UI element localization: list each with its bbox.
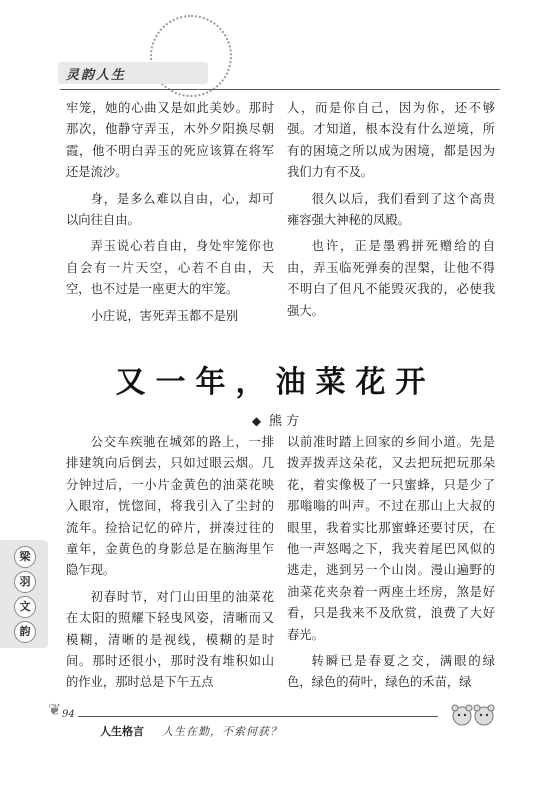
bears-icon <box>450 703 496 729</box>
header-rule <box>60 89 500 90</box>
paragraph: 很久以后，我们看到了这个高贵雍容强大神秘的凤殿。 <box>287 191 495 228</box>
side-tab-char: 梁 <box>14 546 36 568</box>
top-right-column <box>287 98 495 327</box>
footer-label: 人生格言 <box>100 725 144 738</box>
footer-rule <box>78 716 438 717</box>
paragraph: 小庄说，害死弄玉都不是别 <box>90 308 239 323</box>
maple-leaf-icon: ❦ <box>48 700 62 719</box>
decorative-dotted-circle <box>150 15 232 97</box>
side-section-tab <box>0 540 48 648</box>
paragraph: 弄玉说心若自由，身处牢笼你也自会有一片天空，心若不自由，天空，也不过是一座更大的牢笼。 <box>66 239 274 297</box>
paragraph: 公交车疾驰在城郊的路上，一排排建筑向后倒去，只如过眼云烟。几分钟过后，一小片金黄色的油菜花映入眼帘，恍惚间，将我引入了尘封的流年。捡拾记忆的碎片，拼凑过往的童年，金黄色的身影总是在脑海里乍隐乍现。 <box>66 435 274 578</box>
paragraph: 牢笼，她的心曲又是如此美妙。那时那次，他静守弄玉，木外夕阳换尽朝霞，他不明白弄玉的死应该算在将军还是流沙。 <box>66 101 274 180</box>
side-tab-char: 羽 <box>14 571 36 593</box>
page-number: 94 <box>62 709 75 720</box>
paragraph: 人，而是你自己，因为你，还不够强。才知道，根本没有什么逆境，所有的困境之所以成为困境，都是因为我们力有不及。 <box>287 101 495 180</box>
bottom-right-column <box>287 432 495 699</box>
footer-motto: 人生在勤，不索何获？ <box>162 725 282 738</box>
diamond-icon: ◆ <box>251 414 262 428</box>
author-line <box>0 410 551 429</box>
author-name: 熊 方 <box>269 414 300 429</box>
side-tab-char: 文 <box>14 596 36 618</box>
article-title: 又一年，油菜花开 <box>115 365 436 400</box>
side-tab-char: 韵 <box>14 621 36 643</box>
bottom-left-column <box>66 432 274 699</box>
paragraph: 以前准时踏上回家的乡间小道。先是拨弄拨弄这朵花，又去把玩把玩那朵花，着实像极了一只蜜蜂，只是少了那嗡嗡的叫声。不过在那山上大叔的眼里，我着实比那蜜蜂还要讨厌，在他一声怒喝之下，我夹着尾巴风似的逃走，逃到另一个山岗。漫山遍野的油菜花夹杂着一两座土坯房，煞是好看，只是我来不及欣赏，浪费了大好春光。 <box>287 435 495 642</box>
paragraph: 也许，正是墨鸦拼死赠给的自由，弄玉临死弹奏的涅槃，让他不得不明白了但凡不能毁灭我的，必使我强大。 <box>287 239 495 318</box>
top-left-column <box>66 98 274 332</box>
paragraph: 初春时节，对门山田里的油菜花在太阳的照耀下轻曳风姿，清晰而又模糊，清晰的是视线，模糊的是时间。那时还很小，那时没有堆积如山的作业，那时总是下午五点 <box>66 589 274 690</box>
paragraph: 身，是多么难以自由，心，却可以向往自由。 <box>66 191 274 228</box>
paragraph: 转瞬已是春夏之交，满眼的绿色，绿色的荷叶，绿色的禾苗，绿 <box>287 654 495 690</box>
running-header-title: 灵韵人生 <box>66 68 127 83</box>
